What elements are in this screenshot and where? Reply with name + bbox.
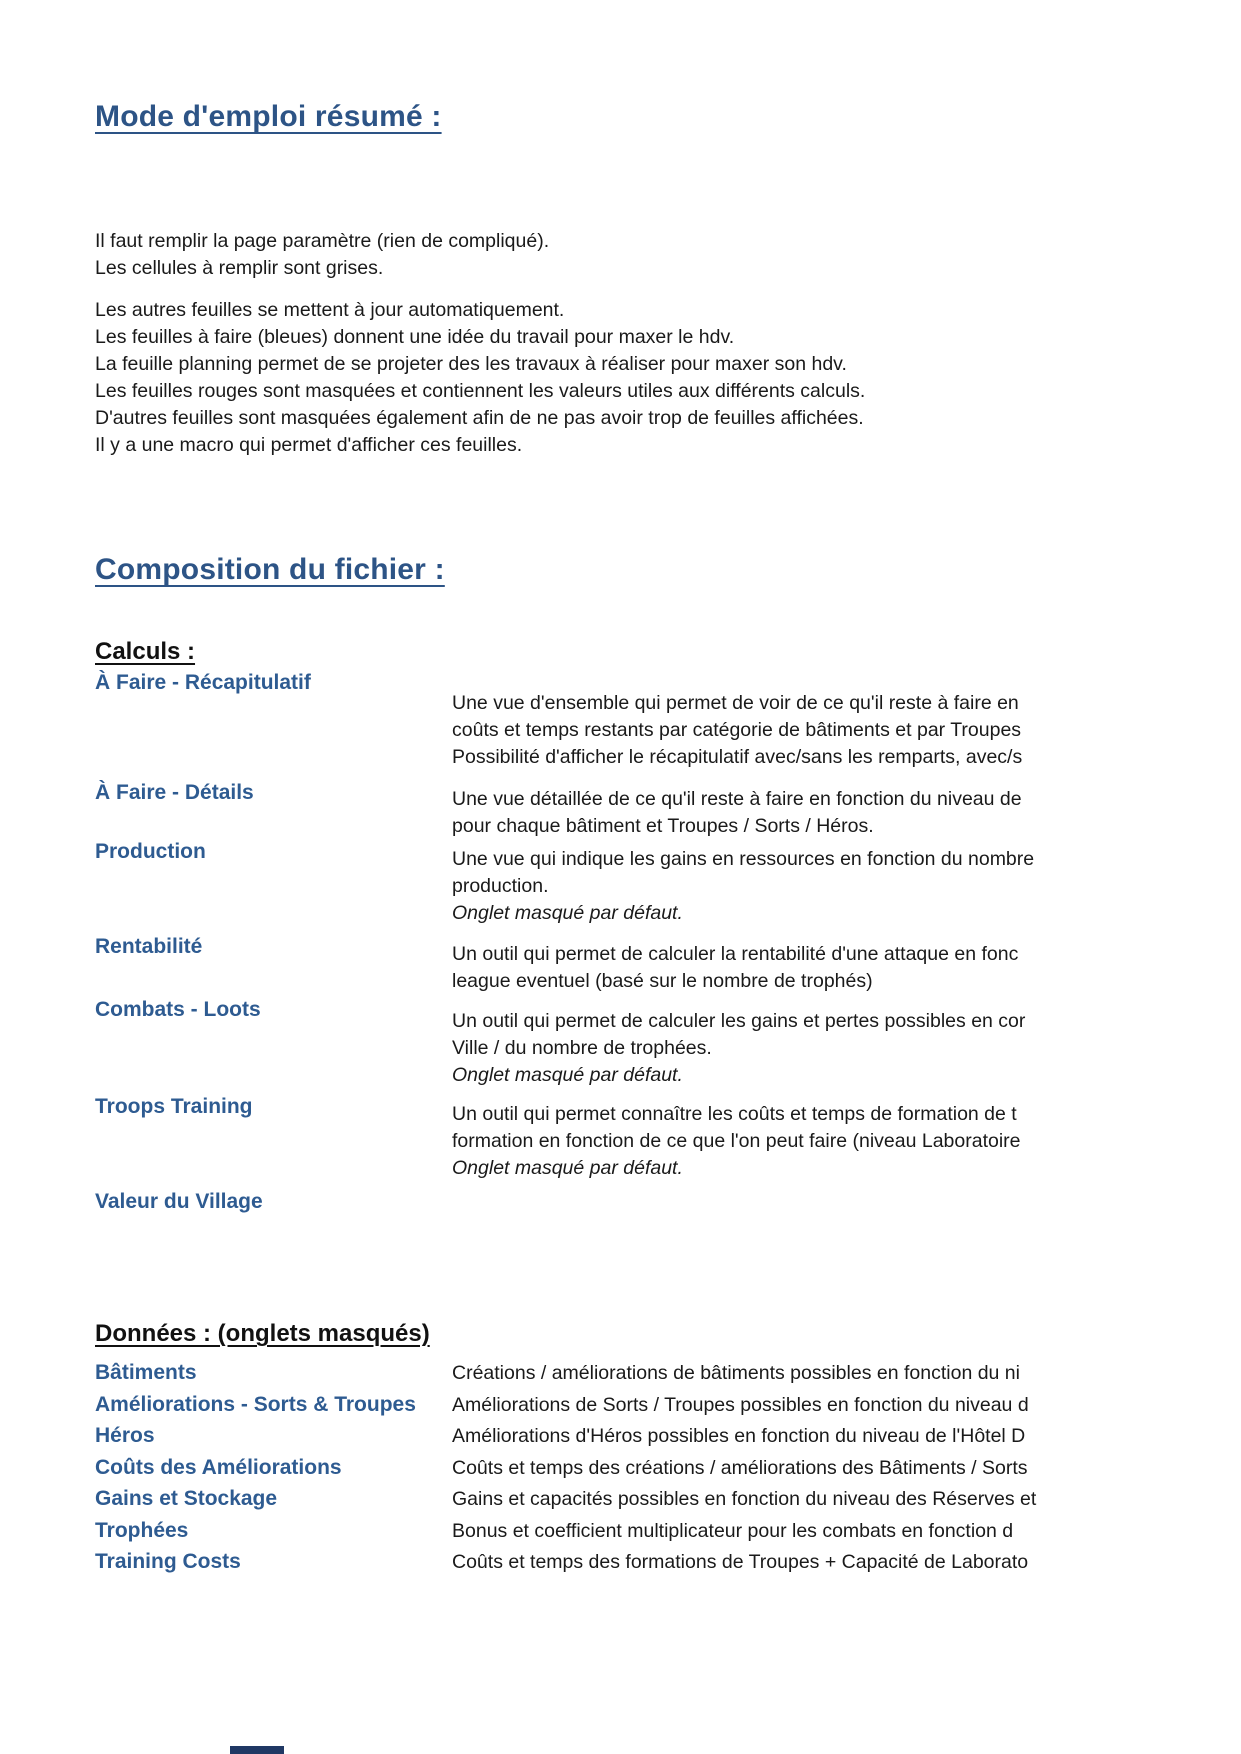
- sheet-description: Gains et capacités possibles en fonction du niveau des Réserves et: [452, 1488, 1037, 1510]
- intro-paragraph-1: [95, 228, 1241, 282]
- description-line: Un outil qui permet connaître les coûts et temps de formation de t: [452, 1103, 1017, 1125]
- next-page-element-sliver: [230, 1746, 284, 1754]
- data-row: [95, 1484, 1241, 1515]
- sheet-label-troops-training: Troops Training: [95, 1095, 253, 1118]
- text-line: Les cellules à remplir sont grises.: [95, 257, 384, 279]
- sheet-label-couts-des-ameliorations: Coûts des Améliorations: [95, 1456, 342, 1479]
- text-line: Il y a une macro qui permet d'afficher ces feuilles.: [95, 434, 523, 456]
- sheet-description: [452, 1008, 1241, 1089]
- description-line: formation en fonction de ce que l'on peut faire (niveau Laboratoire: [452, 1130, 1021, 1152]
- sheet-label-production: Production: [95, 840, 206, 863]
- sheet-description: [452, 846, 1241, 927]
- data-row: [95, 1547, 1241, 1578]
- data-row: [95, 1358, 1241, 1389]
- sheet-label-rentabilite: Rentabilité: [95, 935, 203, 958]
- section-title-composition: Composition du fichier :: [95, 553, 445, 586]
- description-line: Une vue d'ensemble qui permet de voir de ce qu'il reste à faire en: [452, 692, 1019, 714]
- sheet-description: [452, 786, 1241, 840]
- description-line-italic: Onglet masqué par défaut.: [452, 1157, 683, 1179]
- description-line: Un outil qui permet de calculer les gains et pertes possibles en cor: [452, 1010, 1026, 1032]
- sheet-description: Améliorations de Sorts / Troupes possibles en fonction du niveau d: [452, 1394, 1029, 1416]
- sheet-label-heros: Héros: [95, 1424, 155, 1447]
- description-line: Un outil qui permet de calculer la rentabilité d'une attaque en fonc: [452, 943, 1019, 965]
- sheet-description: Bonus et coefficient multiplicateur pour les combats en fonction d: [452, 1520, 1014, 1542]
- sheet-description: [452, 690, 1241, 771]
- data-row: [95, 1453, 1241, 1484]
- description-line-italic: Onglet masqué par défaut.: [452, 1064, 683, 1086]
- subsection-heading-donnees: Données : (onglets masqués): [95, 1320, 430, 1347]
- description-line-italic: Onglet masqué par défaut.: [452, 902, 683, 924]
- description-line: league eventuel (basé sur le nombre de trophés): [452, 970, 873, 992]
- sheet-label-a-faire-recapitulatif: À Faire - Récapitulatif: [95, 671, 311, 694]
- description-line: Possibilité d'afficher le récapitulatif avec/sans les remparts, avec/s: [452, 746, 1023, 768]
- subsection-heading-calculs: Calculs :: [95, 638, 196, 665]
- sheet-description: Créations / améliorations de bâtiments possibles en fonction du ni: [452, 1362, 1020, 1384]
- sheet-description: Améliorations d'Héros possibles en fonction du niveau de l'Hôtel D: [452, 1425, 1026, 1447]
- description-line: production.: [452, 875, 549, 897]
- sheet-label-batiments: Bâtiments: [95, 1361, 197, 1384]
- description-line: Une vue qui indique les gains en ressources en fonction du nombre: [452, 848, 1035, 870]
- sheet-label-training-costs: Training Costs: [95, 1550, 241, 1573]
- text-line: Les feuilles rouges sont masquées et contiennent les valeurs utiles aux différents calculs.: [95, 380, 866, 402]
- sheet-label-a-faire-details: À Faire - Détails: [95, 781, 254, 804]
- sheet-label-combats-loots: Combats - Loots: [95, 998, 261, 1021]
- data-row: [95, 1516, 1241, 1547]
- sheet-description: [452, 1101, 1241, 1182]
- sheet-label-trophees: Trophées: [95, 1519, 189, 1542]
- intro-paragraph-2: [95, 297, 1241, 459]
- data-row: [95, 1421, 1241, 1452]
- text-line: D'autres feuilles sont masquées également afin de ne pas avoir trop de feuilles affichées.: [95, 407, 864, 429]
- sheet-description: Coûts et temps des créations / améliorations des Bâtiments / Sorts: [452, 1457, 1028, 1479]
- description-line: Une vue détaillée de ce qu'il reste à faire en fonction du niveau de: [452, 788, 1022, 810]
- description-line: Ville / du nombre de trophées.: [452, 1037, 712, 1059]
- description-line: coûts et temps restants par catégorie de bâtiments et par Troupes: [452, 719, 1022, 741]
- sheet-description: Coûts et temps des formations de Troupes + Capacité de Laborato: [452, 1551, 1029, 1573]
- sheet-description: [452, 941, 1241, 995]
- sheet-label-ameliorations-sorts-troupes: Améliorations - Sorts & Troupes: [95, 1393, 416, 1416]
- description-line: pour chaque bâtiment et Troupes / Sorts / Héros.: [452, 815, 874, 837]
- text-line: La feuille planning permet de se projeter des les travaux à réaliser pour maxer son hdv.: [95, 353, 847, 375]
- sheet-label-gains-et-stockage: Gains et Stockage: [95, 1487, 278, 1510]
- text-line: Les autres feuilles se mettent à jour automatiquement.: [95, 299, 565, 321]
- main-title: Mode d'emploi résumé :: [95, 100, 442, 133]
- text-line: Il faut remplir la page paramètre (rien de compliqué).: [95, 230, 550, 252]
- text-line: Les feuilles à faire (bleues) donnent une idée du travail pour maxer le hdv.: [95, 326, 735, 348]
- sheet-label-valeur-du-village: Valeur du Village: [95, 1190, 263, 1213]
- data-row: [95, 1390, 1241, 1421]
